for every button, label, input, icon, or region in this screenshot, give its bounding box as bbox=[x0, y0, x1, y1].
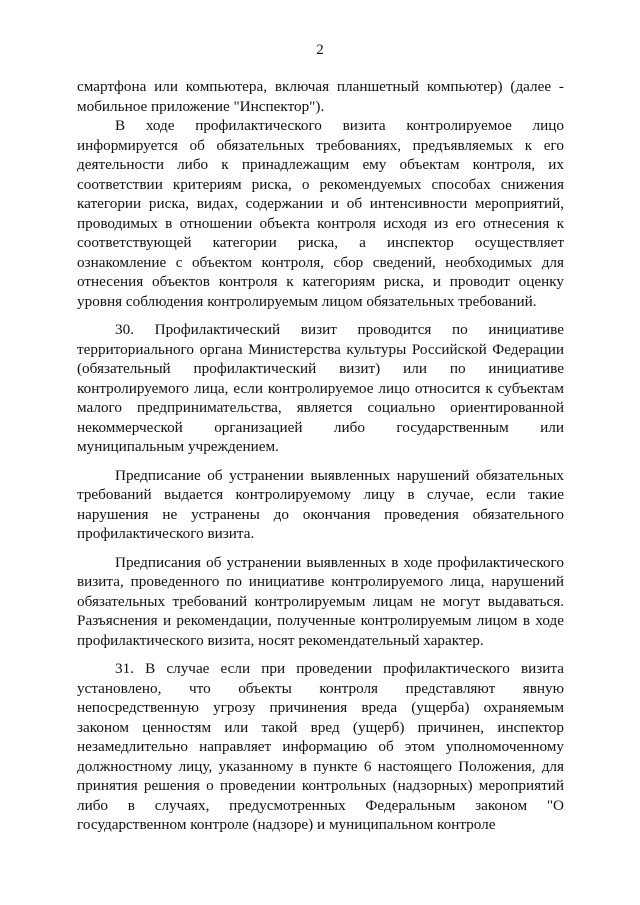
paragraph-item-30: 30. Профилактический визит проводится по инициативе территориального органа Министерства культуры Российской Федерации (обязательный профилактический визит) или по инициативе контролируемого лица, если контролируемое лицо относится к субъектам малого предпринимательства, является социально ориентированной некоммерческой организацией либо государственным или муниципальным учреждением. bbox=[77, 321, 564, 455]
page-number: 2 bbox=[316, 42, 324, 58]
paragraph-item-31: 31. В случае если при проведении профилактического визита установлено, что объекты контроля представляют явную непосредственную угрозу причинения вреда (ущерба) охраняемым законом ценностям или такой вред (ущерб) причинен, инспектор незамедлительно направляет информацию об этом уполномоченному должностному лицу, указанному в пункте 6 настоящего Положения, для принятия решения о проведении контрольных (надзорных) мероприятий либо в случаях, предусмотренных Федеральным законом "О государственном контроле (надзоре) и муниципальном контроле bbox=[77, 660, 564, 833]
paragraph-visit-info: В ходе профилактического визита контролируемое лицо информируется об обязательных требованиях, предъявляемых к его деятельности либо к принадлежащим ему объектам контроля, их соответствии критериям риска, о рекомендуемых способах снижения категории риска, видах, содержании и об интенсивности мероприятий, проводимых в отношении объекта контроля исходя из его отнесения к соответствующей категории риска, а инспектор осуществляет ознакомление с объектом контроля, сбор сведений, необходимых для отнесения объектов контроля к категориям риска, и проводит оценку уровня соблюдения контролируемым лицом обязательных требований. bbox=[77, 117, 564, 310]
paragraph-continuation: смартфона или компьютера, включая планшетный компьютер) (далее - мобильное приложение "Инспектор"). bbox=[77, 78, 564, 115]
paragraph-prescriptions-not-issued: Предписания об устранении выявленных в ходе профилактического визита, проведенного по инициативе контролируемого лица, нарушений обязательных требований контролируемым лицам не могут выдаваться. Разъяснения и рекомендации, полученные контролируемым лицом в ходе профилактического визита, носят рекомендательный характер. bbox=[77, 553, 564, 649]
paragraph-prescription: Предписание об устранении выявленных нарушений обязательных требований выдается контролируемому лицу в случае, если такие нарушения не устранены до окончания проведения обязательного профилактического визита. bbox=[77, 466, 564, 542]
document-body bbox=[77, 77, 564, 835]
